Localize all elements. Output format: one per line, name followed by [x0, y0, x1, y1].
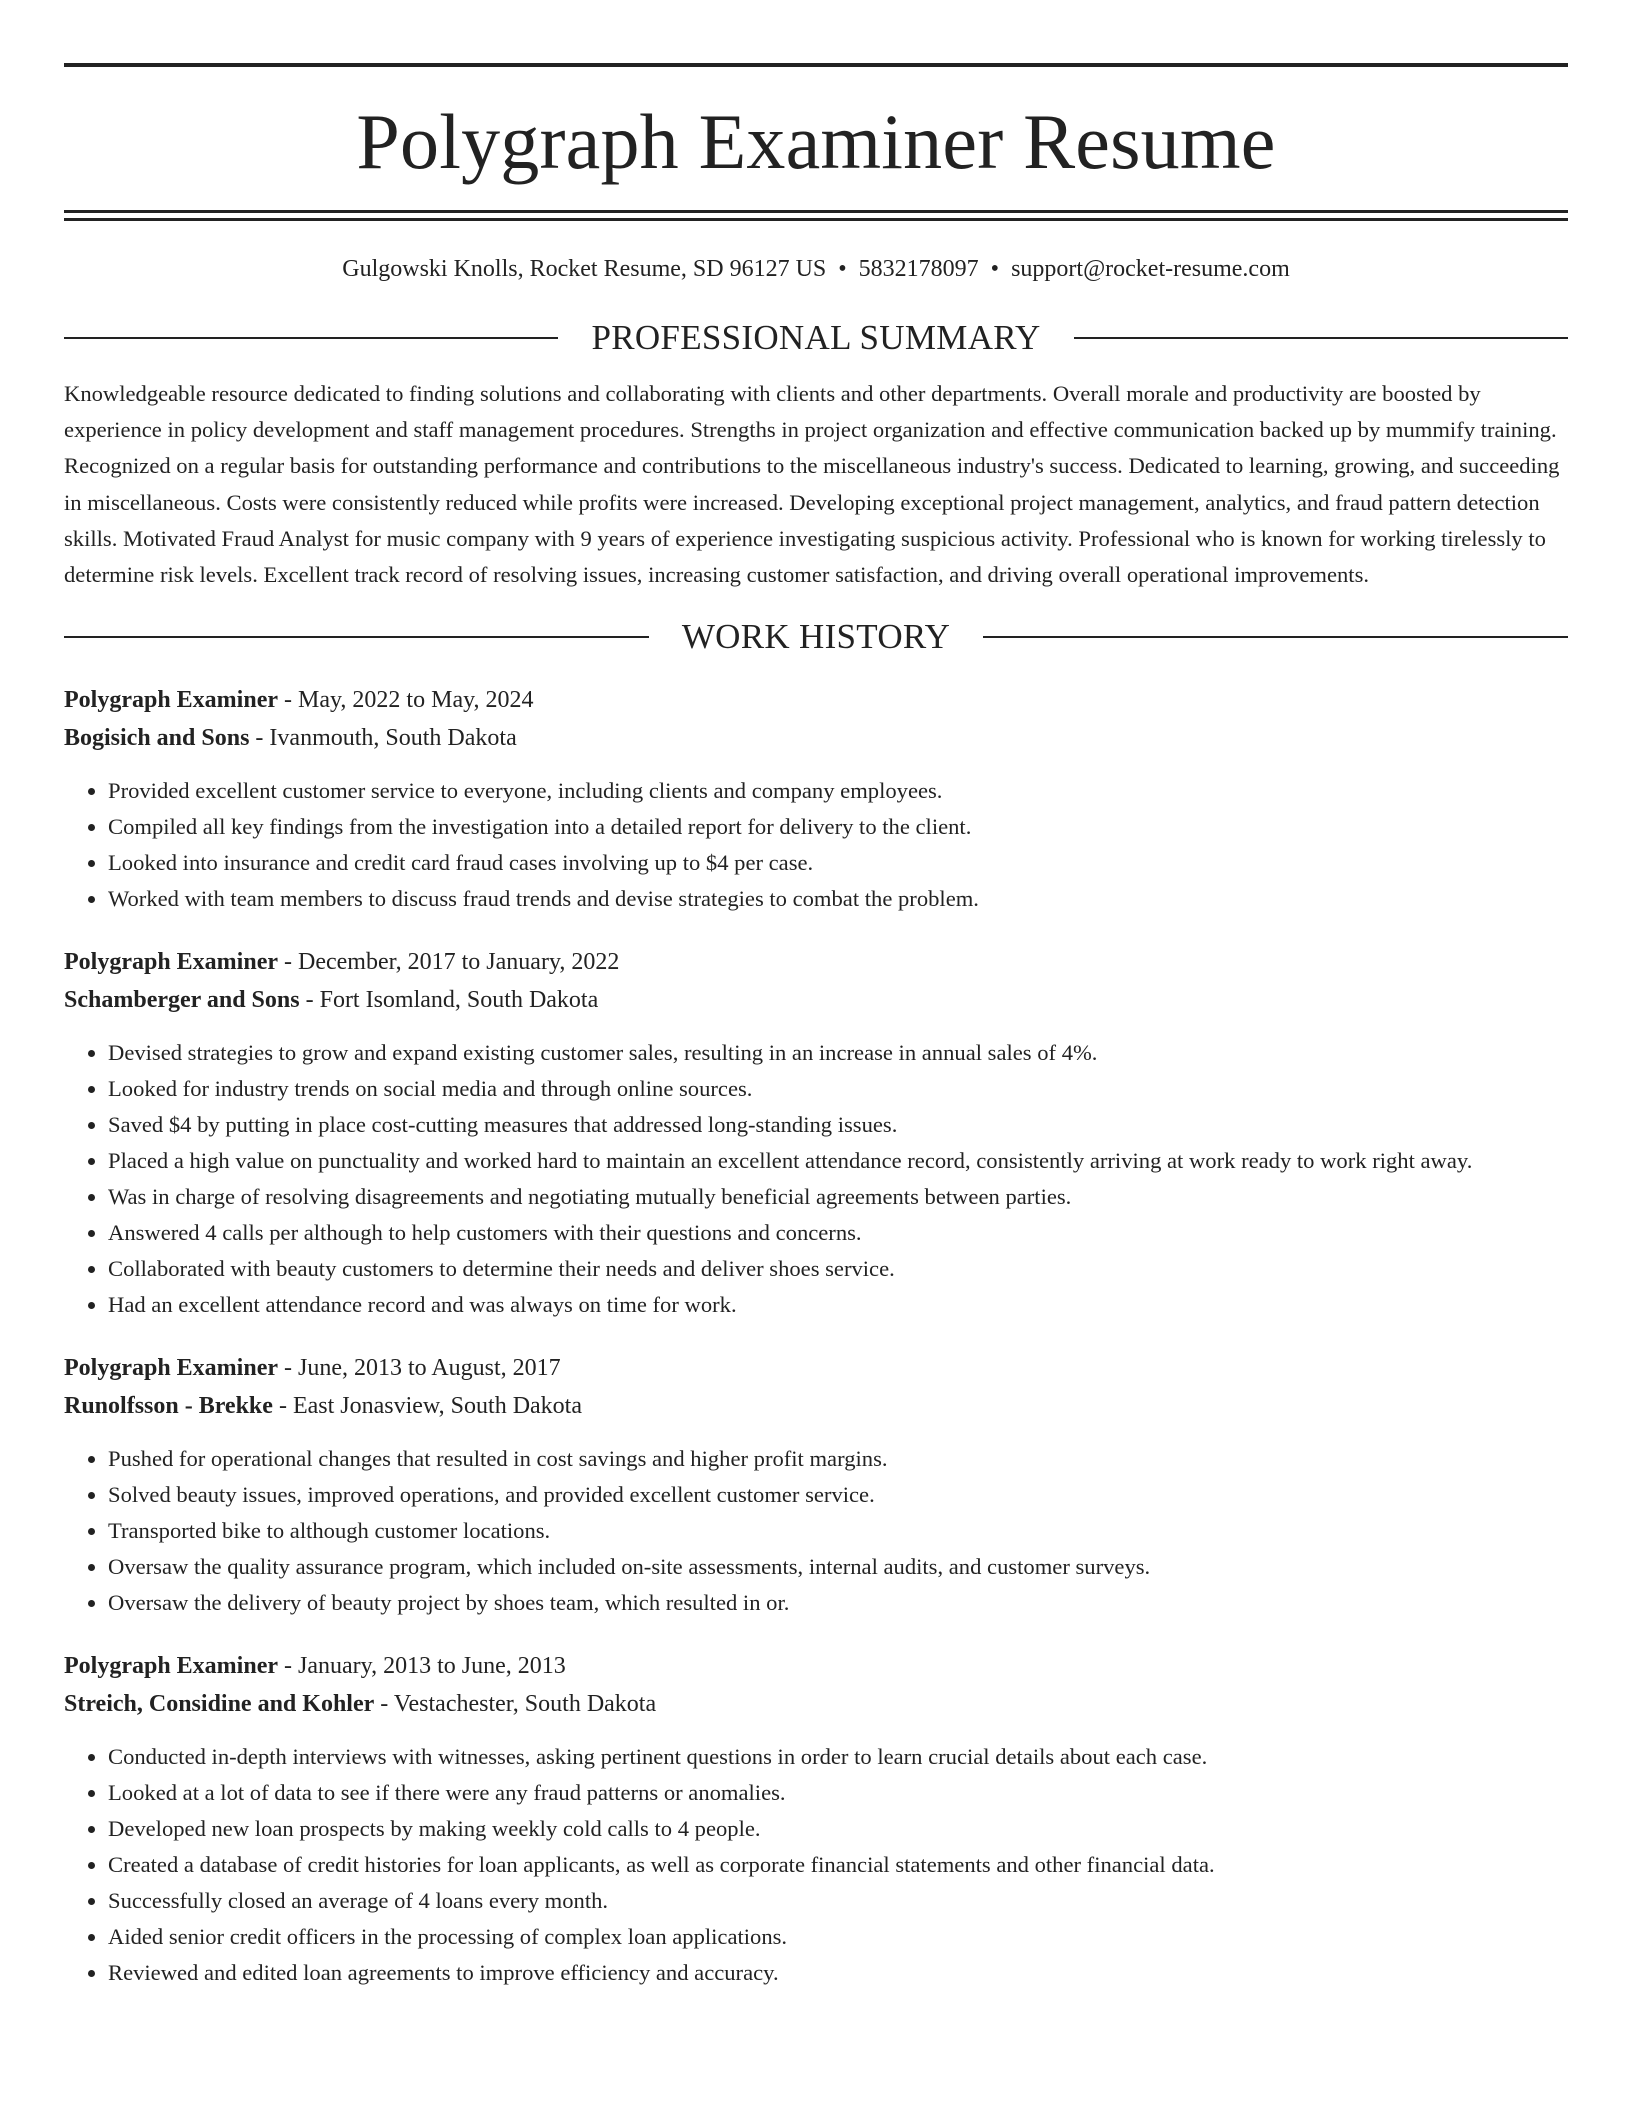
job-location: East Jonasview, South Dakota [292, 1393, 583, 1420]
contact-separator: • [838, 256, 847, 282]
page-title: Polygraph Examiner Resume [356, 98, 1276, 185]
job-company-line: Runolfsson - Brekke - East Jonasview, South Dakota [64, 1393, 583, 1420]
job-list [64, 681, 1568, 1991]
work-history-heading-label: WORK HISTORY [681, 617, 951, 657]
job-company-line: Schamberger and Sons - Fort Isomland, South Dakota [64, 987, 599, 1014]
job-title: Polygraph Examiner [64, 1355, 278, 1382]
resume-page [64, 0, 1568, 1991]
list-item: • Compiled all key findings from the investigation into a detailed report for delivery to the client. [108, 809, 1568, 845]
list-item: • Was in charge of resolving disagreements and negotiating mutually beneficial agreements between parties. [108, 1179, 1568, 1215]
job-duties-list [64, 773, 1568, 917]
title-double-rule [64, 210, 1568, 221]
list-item: • Developed new loan prospects by making weekly cold calls to 4 people. [108, 1811, 1568, 1847]
job-location: Vestachester, South Dakota [393, 1691, 657, 1718]
summary-heading-label: PROFESSIONAL SUMMARY [591, 318, 1041, 357]
job-company: Bogisich and Sons [64, 725, 250, 752]
heading-rule-left [64, 636, 649, 638]
job-entry [64, 1349, 1568, 1621]
contact-email: support@rocket-resume.com [1011, 256, 1290, 282]
job-title-line: Polygraph Examiner - May, 2022 to May, 2024 [64, 687, 534, 714]
contact-line [64, 254, 1568, 284]
list-item: • Had an excellent attendance record and was always on time for work. [108, 1287, 1568, 1323]
job-dates: June, 2013 to August, 2017 [298, 1355, 561, 1382]
contact-phone: 5832178097 [858, 256, 979, 282]
job-company: Runolfsson - Brekke [64, 1393, 273, 1420]
job-title: Polygraph Examiner [64, 949, 278, 976]
list-item: • Worked with team members to discuss fraud trends and devise strategies to combat the problem. [108, 881, 1568, 917]
summary-text: Knowledgeable resource dedicated to finding solutions and collaborating with clients and other departments. Overall morale and productivity are boosted by experience in policy development and staff management procedures. Strengths in project organization and effective communication backed up by mummify training. Recognized on a regular basis for outstanding performance and contributions to the miscellaneous industry's success. Dedicated to learning, growing, and succeeding in miscellaneous. Costs were consistently reduced while profits were increased. Developing exceptional project management, analytics, and fraud pattern detection skills. Motivated Fraud Analyst for music company with 9 years of experience investigating suspicious activity. Professional who is known for working tirelessly to determine risk levels. Excellent track record of resolving issues, increasing customer satisfaction, and driving overall operational improvements. [64, 381, 1560, 588]
list-item: • Collaborated with beauty customers to determine their needs and deliver shoes service. [108, 1251, 1568, 1287]
list-item: • Devised strategies to grow and expand existing customer sales, resulting in an increase in annual sales of 4%. [108, 1035, 1568, 1071]
job-company: Schamberger and Sons [64, 987, 300, 1014]
list-item: • Pushed for operational changes that resulted in cost savings and higher profit margins. [108, 1441, 1568, 1477]
list-item: • Oversaw the delivery of beauty project by shoes team, which resulted in or. [108, 1585, 1568, 1621]
work-history-heading [64, 617, 1568, 657]
list-item: • Saved $4 by putting in place cost-cutting measures that addressed long-standing issues. [108, 1107, 1568, 1143]
job-duties-list [64, 1035, 1568, 1323]
summary-heading [64, 318, 1568, 358]
list-item: • Aided senior credit officers in the processing of complex loan applications. [108, 1919, 1568, 1955]
list-item: • Oversaw the quality assurance program, which included on-site assessments, internal audits, and customer surveys. [108, 1549, 1568, 1585]
list-item: • Answered 4 calls per although to help customers with their questions and concerns. [108, 1215, 1568, 1251]
job-title-line: Polygraph Examiner - December, 2017 to January, 2022 [64, 949, 620, 976]
list-item: • Looked for industry trends on social media and through online sources. [108, 1071, 1568, 1107]
job-duties-list [64, 1739, 1568, 1991]
job-company-line: Streich, Considine and Kohler - Vestachester, South Dakota [64, 1691, 657, 1718]
job-duties-list [64, 1441, 1568, 1621]
job-entry [64, 1647, 1568, 1991]
list-item: • Conducted in-depth interviews with witnesses, asking pertinent questions in order to learn crucial details about each case. [108, 1739, 1568, 1775]
top-rule [64, 63, 1568, 67]
list-item: • Reviewed and edited loan agreements to improve efficiency and accuracy. [108, 1955, 1568, 1991]
job-location: Fort Isomland, South Dakota [319, 987, 599, 1014]
heading-rule-right [983, 636, 1568, 638]
list-item: • Created a database of credit histories for loan applicants, as well as corporate financial statements and other financial data. [108, 1847, 1568, 1883]
heading-rule-right [1074, 337, 1568, 339]
list-item: • Looked into insurance and credit card fraud cases involving up to $4 per case. [108, 845, 1568, 881]
job-entry [64, 943, 1568, 1323]
job-title: Polygraph Examiner [64, 1653, 278, 1680]
contact-separator: • [990, 256, 1000, 282]
list-item: • Placed a high value on punctuality and worked hard to maintain an excellent attendance record, consistently arriving at work ready to work right away. [108, 1143, 1568, 1179]
heading-rule-left [64, 337, 558, 339]
job-title-line: Polygraph Examiner - June, 2013 to August, 2017 [64, 1355, 561, 1382]
job-title-line: Polygraph Examiner - January, 2013 to June, 2013 [64, 1653, 566, 1680]
job-title: Polygraph Examiner [64, 687, 278, 714]
list-item: • Solved beauty issues, improved operations, and provided excellent customer service. [108, 1477, 1568, 1513]
contact-address: Gulgowski Knolls, Rocket Resume, SD 96127 US [342, 256, 827, 282]
job-dates: January, 2013 to June, 2013 [298, 1653, 566, 1680]
list-item: • Provided excellent customer service to everyone, including clients and company employees. [108, 773, 1568, 809]
job-dates: December, 2017 to January, 2022 [298, 949, 620, 976]
job-company-line: Bogisich and Sons - Ivanmouth, South Dakota [64, 725, 517, 752]
job-entry [64, 681, 1568, 917]
job-location: Ivanmouth, South Dakota [269, 725, 517, 752]
job-dates: May, 2022 to May, 2024 [298, 687, 534, 714]
job-company: Streich, Considine and Kohler [64, 1691, 375, 1718]
list-item: • Transported bike to although customer locations. [108, 1513, 1568, 1549]
list-item: • Successfully closed an average of 4 loans every month. [108, 1883, 1568, 1919]
list-item: • Looked at a lot of data to see if there were any fraud patterns or anomalies. [108, 1775, 1568, 1811]
